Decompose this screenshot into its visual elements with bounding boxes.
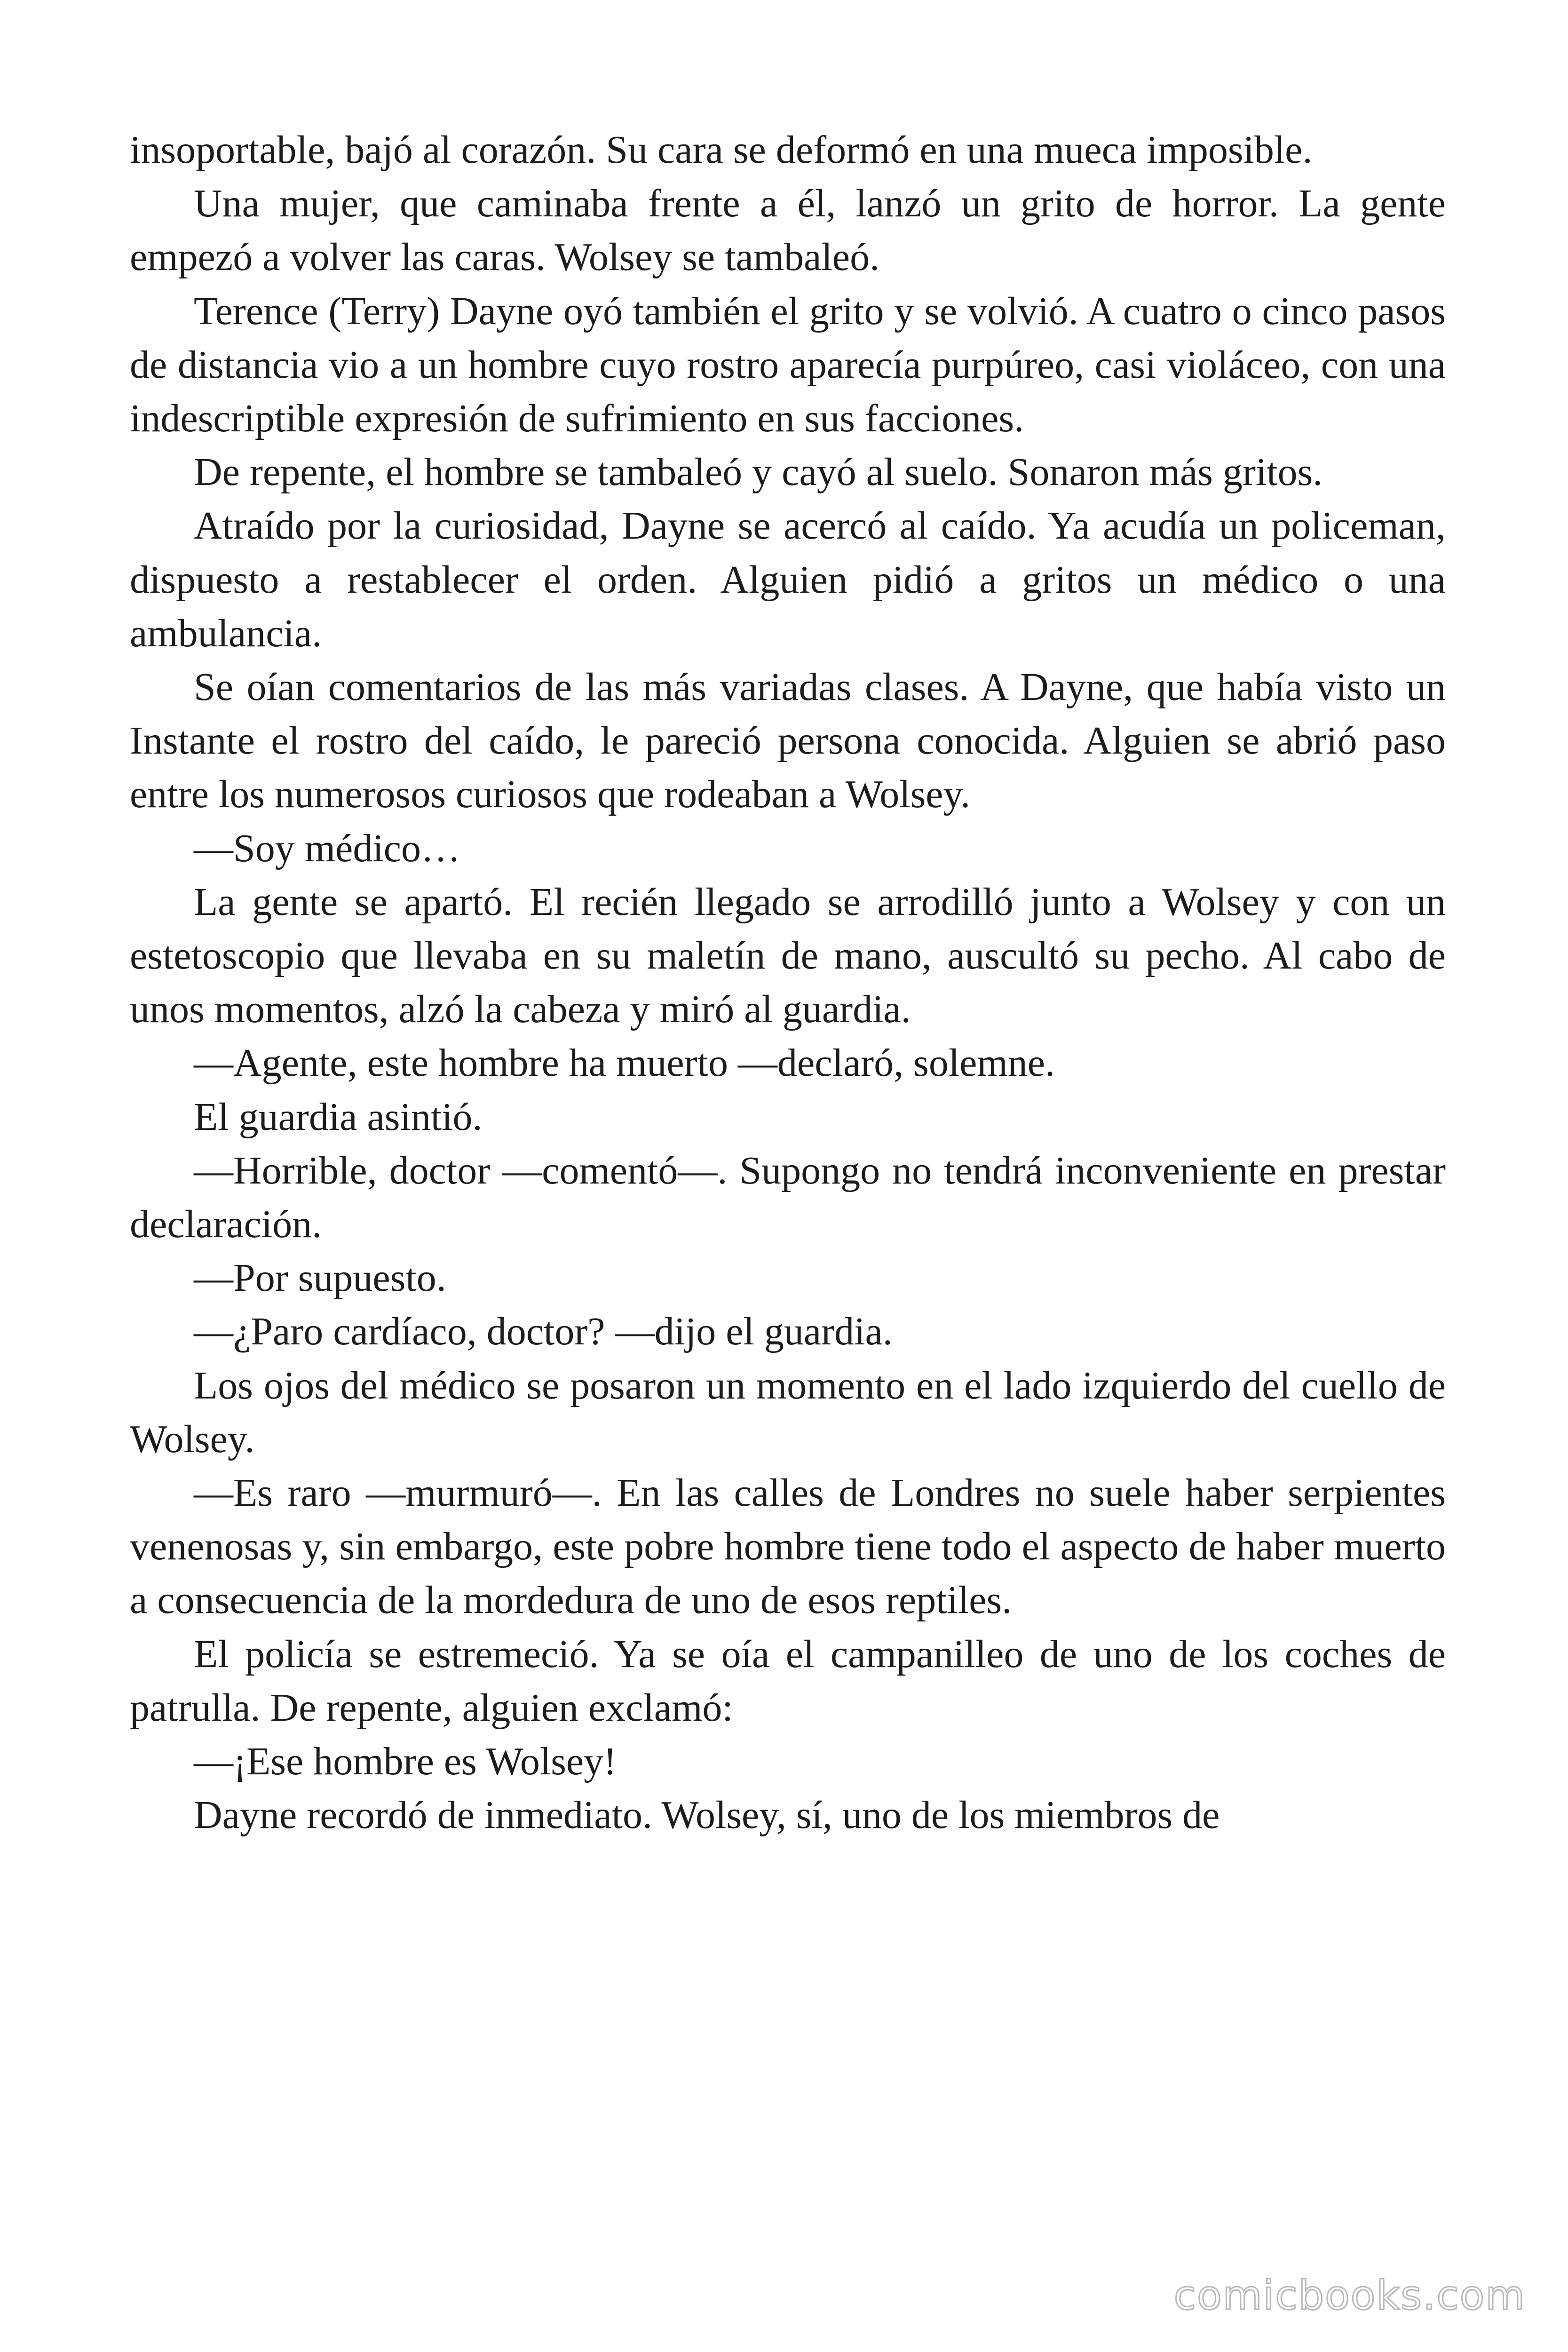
dialogue-line: —Horrible, doctor —comentó—. Supongo no tendrá inconveniente en prestar declaración. (130, 1148, 1446, 1247)
paragraph: De repente, el hombre se tambaleó y cayó al suelo. Sonaron más gritos. (194, 450, 1323, 494)
dialogue-line: —¡Ese hombre es Wolsey! (194, 1740, 617, 1784)
paragraph: Se oían comentarios de las más variadas clases. A Dayne, que había visto un Instante el rostro del caído, le pareció persona conocida. Alguien se abrió paso entre los numerosos curiosos que rodeaban a Wolsey. (130, 665, 1446, 817)
paragraph: La gente se apartó. El recién llegado se arrodilló junto a Wolsey y con un estetoscopio que llevaba en su maletín de mano, auscultó su pecho. Al cabo de unos momentos, alzó la cabeza y miró al guardia. (130, 880, 1446, 1032)
body-text (130, 123, 1446, 1843)
paragraph: Una mujer, que caminaba frente a él, lanzó un grito de horror. La gente empezó a volver las caras. Wolsey se tambaleó. (130, 182, 1446, 279)
paragraph-continued: insoportable, bajó al corazón. Su cara se deformó en una mueca imposible. (130, 128, 1313, 172)
dialogue-line: —Agente, este hombre ha muerto —declaró, solemne. (194, 1041, 1055, 1085)
watermark: comicbooks.com (1173, 2272, 1526, 2319)
paragraph: El guardia asintió. (194, 1095, 483, 1139)
dialogue-line: —Es raro —murmuró—. En las calles de Londres no suele haber serpientes venenosas y, sin embargo, este pobre hombre tiene todo el aspecto de haber muerto a consecuencia de la mordedura de uno de esos reptiles. (130, 1471, 1446, 1622)
paragraph: Terence (Terry) Dayne oyó también el grito y se volvió. A cuatro o cinco pasos de distancia vio a un hombre cuyo rostro aparecía purpúreo, casi violáceo, con una indescriptible expresión de sufrimiento en sus facciones. (130, 289, 1446, 441)
paragraph: Atraído por la curiosidad, Dayne se acercó al caído. Ya acudía un policeman, dispuesto a restablecer el orden. Alguien pidió a gritos un médico o una ambulancia. (130, 504, 1446, 655)
dialogue-line: —Por supuesto. (194, 1256, 446, 1300)
dialogue-line: —¿Paro cardíaco, doctor? —dijo el guardia. (194, 1310, 893, 1354)
paragraph: Los ojos del médico se posaron un momento en el lado izquierdo del cuello de Wolsey. (130, 1363, 1446, 1461)
dialogue-line: —Soy médico… (194, 826, 460, 870)
paragraph: El policía se estremeció. Ya se oía el campanilleo de uno de los coches de patrulla. De repente, alguien exclamó: (130, 1632, 1446, 1730)
paragraph: Dayne recordó de inmediato. Wolsey, sí, uno de los miembros de (194, 1793, 1220, 1837)
